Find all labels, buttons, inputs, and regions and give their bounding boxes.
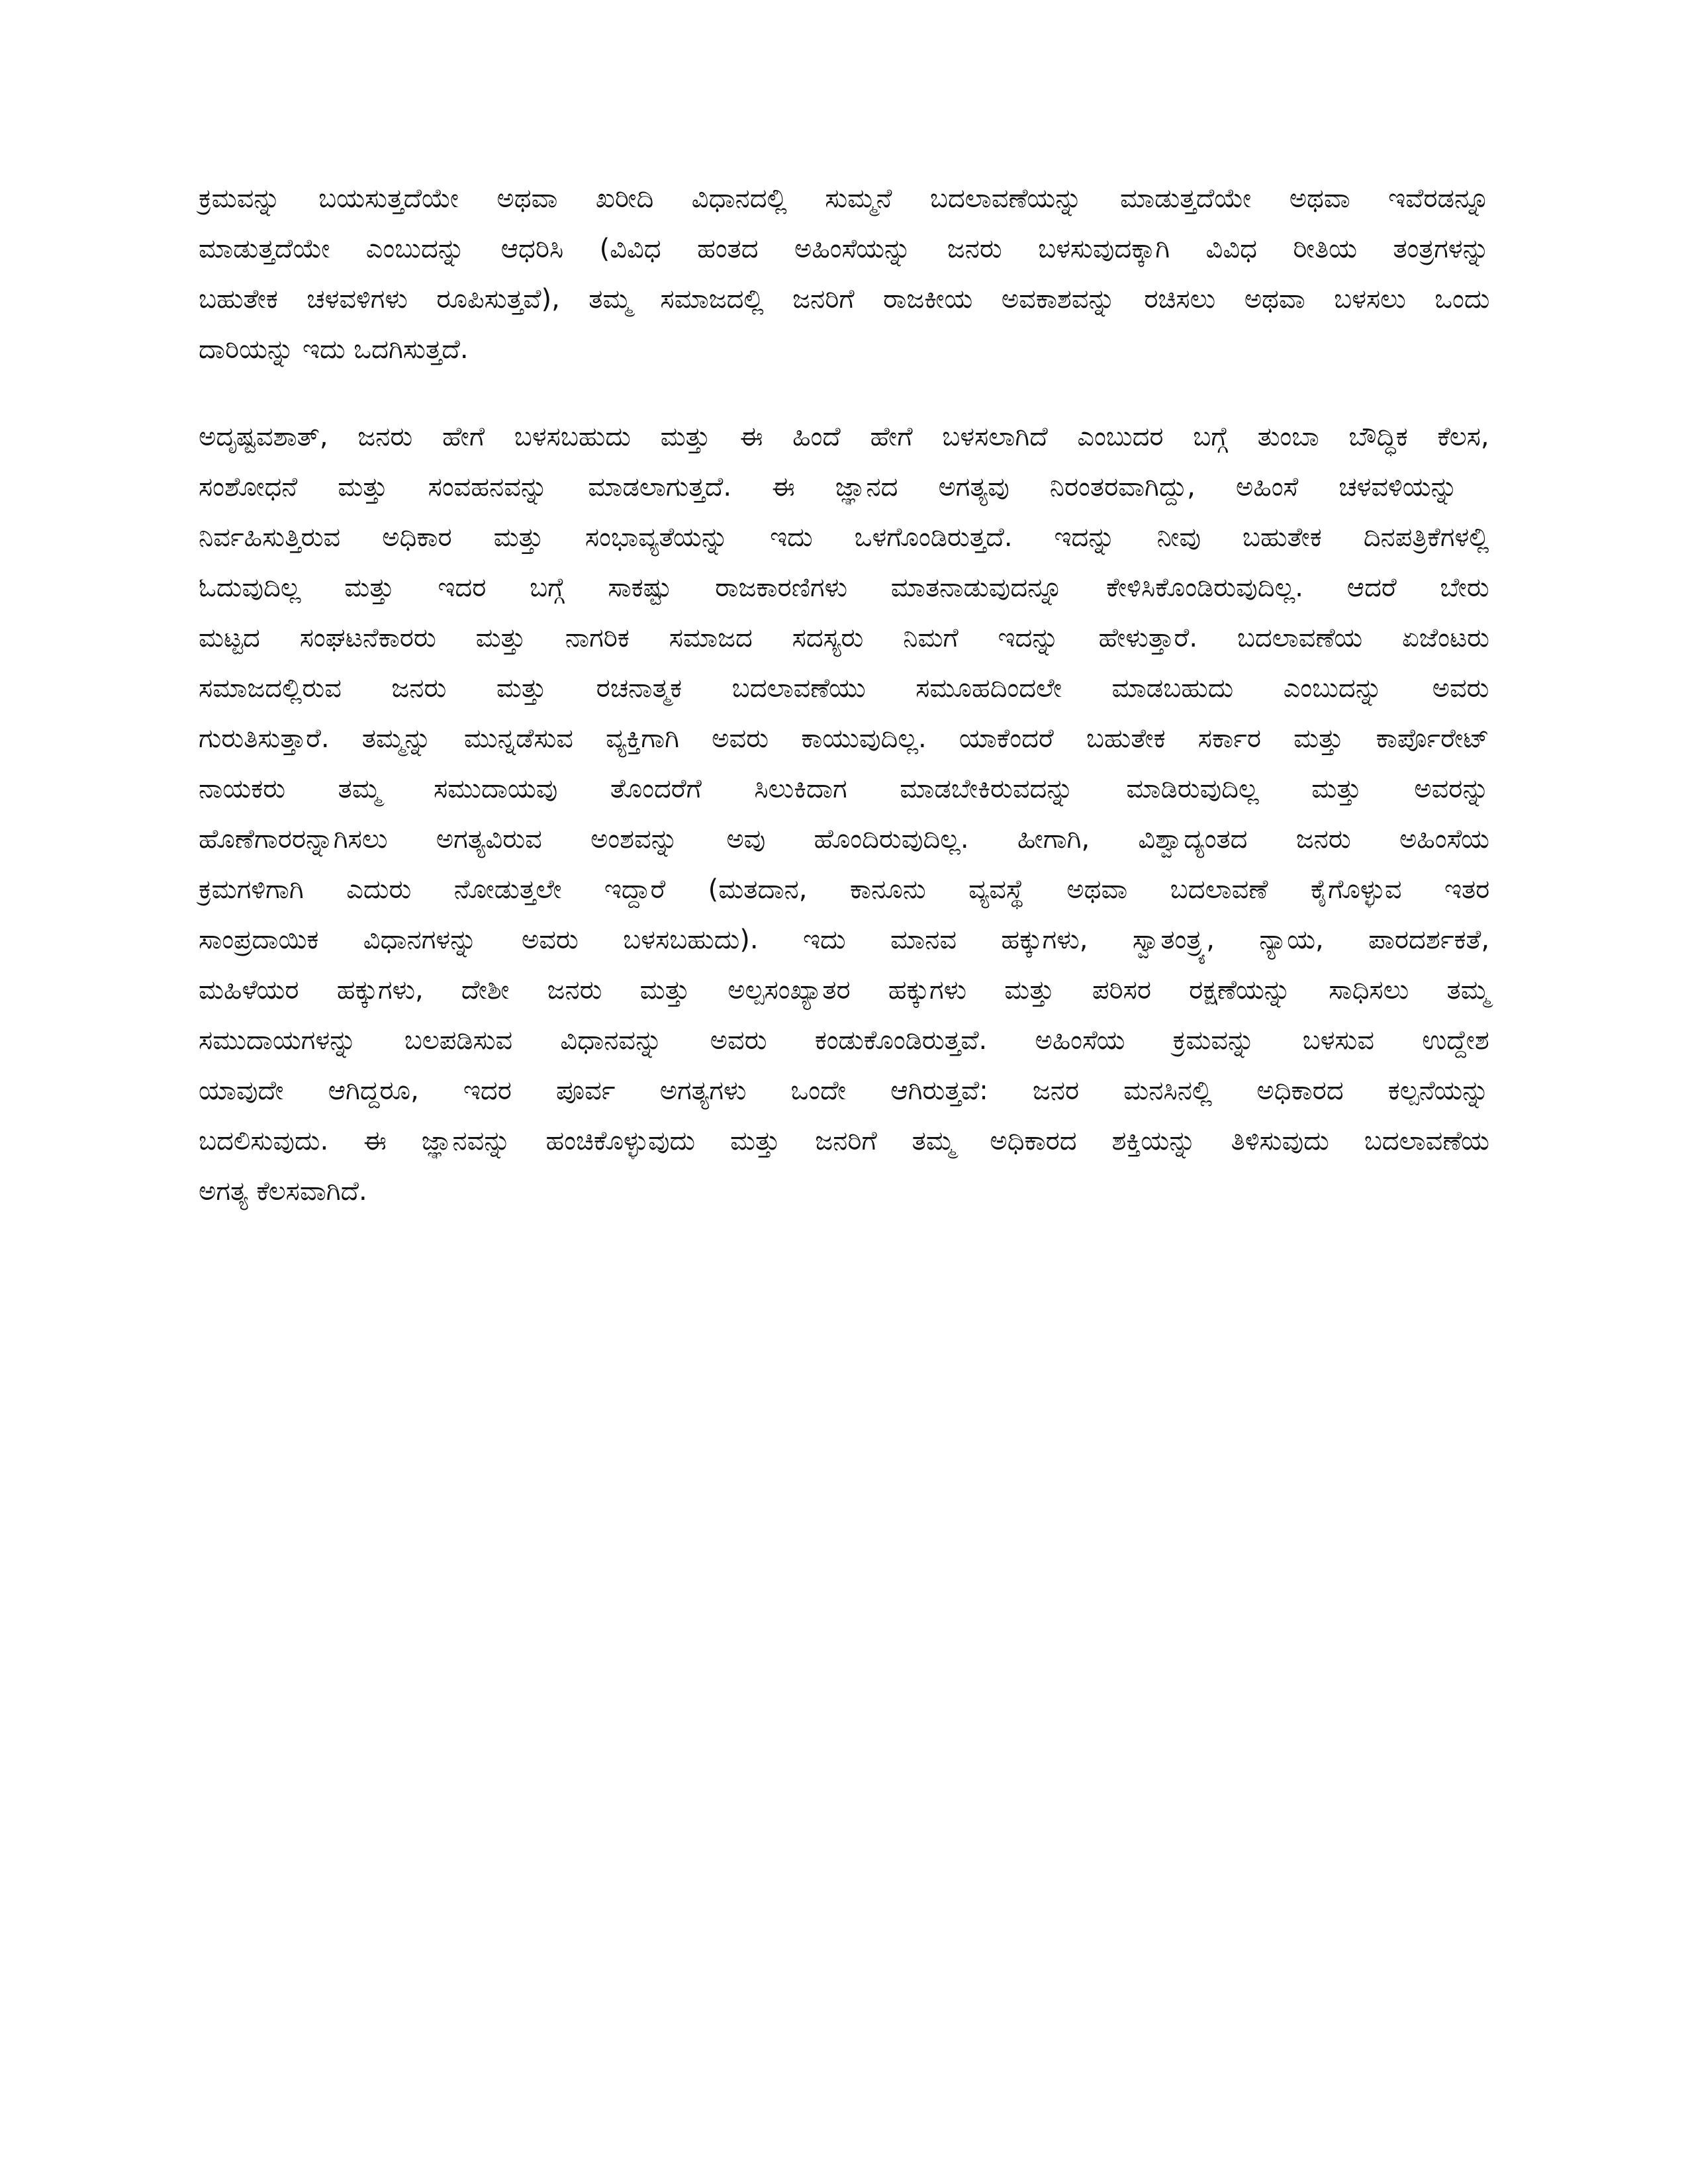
text-line: ಸಮುದಾಯಗಳನ್ನು ಬಲಪಡಿಸುವ ವಿಧಾನವನ್ನು ಅವರು ಕಂಡುಕೊಂಡಿರುತ್ತವೆ. ಅಹಿಂಸೆಯ ಕ್ರಮವನ್ನು ಬಳಸುವ ಉದ್ದೇಶ <box>199 1025 1489 1056</box>
text-line: ಬಹುತೇಕ ಚಳವಳಿಗಳು ರೂಪಿಸುತ್ತವೆ), ತಮ್ಮ ಸಮಾಜದಲ್ಲಿ ಜನರಿಗೆ ರಾಜಕೀಯ ಅವಕಾಶವನ್ನು ರಚಿಸಲು ಅಥವಾ ಬಳಸಲು ಒಂದು <box>199 284 1490 314</box>
text-line: ಮಾಡುತ್ತದೆಯೇ ಎಂಬುದನ್ನು ಆಧರಿಸಿ (ವಿವಿಧ ಹಂತದ ಅಹಿಂಸೆಯನ್ನು ಜನರು ಬಳಸುವುದಕ್ಕಾಗಿ ವಿವಿಧ ರೀತಿಯ ತಂತ್ರಗಳನ್ನು <box>199 234 1489 264</box>
paragraph-2 <box>199 412 1489 1216</box>
text-line: ನಾಯಕರು ತಮ್ಮ ಸಮುದಾಯವು ತೊಂದರೆಗೆ ಸಿಲುಕಿದಾಗ ಮಾಡಬೇಕಿರುವದನ್ನು ಮಾಡಿರುವುದಿಲ್ಲ ಮತ್ತು ಅವರನ್ನು <box>199 774 1489 804</box>
text-line: ಕ್ರಮಗಳಿಗಾಗಿ ಎದುರು ನೋಡುತ್ತಲೇ ಇದ್ದಾರೆ (ಮತದಾನ, ಕಾನೂನು ವ್ಯವಸ್ಥೆ ಅಥವಾ ಬದಲಾವಣೆ ಕೈಗೊಳ್ಳುವ ಇತರ <box>199 874 1490 905</box>
text-line: ನಿರ್ವಹಿಸುತ್ತಿರುವ ಅಧಿಕಾರ ಮತ್ತು ಸಂಭಾವ್ಯತೆಯನ್ನು ಇದು ಒಳಗೊಂಡಿರುತ್ತದೆ. ಇದನ್ನು ನೀವು ಬಹುತೇಕ ದಿನಪತ್ರಿಕೆಗಳಲ್ಲಿ <box>199 522 1489 553</box>
document-body <box>199 173 1489 1216</box>
text-line: ಓದುವುದಿಲ್ಲ ಮತ್ತು ಇದರ ಬಗ್ಗೆ ಸಾಕಷ್ಟು ರಾಜಕಾರಣಿಗಳು ಮಾತನಾಡುವುದನ್ನೂ ಕೇಳಿಸಿಕೊಂಡಿರುವುದಿಲ್ಲ. ಆದರೆ ಬೇರು <box>199 572 1489 603</box>
text-line: ಯಾವುದೇ ಆಗಿದ್ದರೂ, ಇದರ ಪೂರ್ವ ಅಗತ್ಯಗಳು ಒಂದೇ ಆಗಿರುತ್ತವೆ: ಜನರ ಮನಸಿನಲ್ಲಿ ಅಧಿಕಾರದ ಕಲ್ಪನೆಯನ್ನು <box>199 1075 1489 1106</box>
paragraph-1 <box>199 173 1489 375</box>
text-line: ಗುರುತಿಸುತ್ತಾರೆ. ತಮ್ಮನ್ನು ಮುನ್ನಡೆಸುವ ವ್ಯಕ್ತಿಗಾಗಿ ಅವರು ಕಾಯುವುದಿಲ್ಲ. ಯಾಕೆಂದರೆ ಬಹುತೇಕ ಸರ್ಕಾರ ಮತ್ತು ಕಾರ್ಪೊರೇಟ್ <box>199 723 1489 754</box>
text-line: ಅಗತ್ಯ ಕೆಲಸವಾಗಿದೆ. <box>199 1176 367 1206</box>
text-line: ಸಂಶೋಧನೆ ಮತ್ತು ಸಂವಹನವನ್ನು ಮಾಡಲಾಗುತ್ತದೆ. ಈ ಜ್ಞಾನದ ಅಗತ್ಯವು ನಿರಂತರವಾಗಿದ್ದು, ಅಹಿಂಸೆ ಚಳವಳಿಯನ್ನು <box>199 472 1458 502</box>
text-line: ಸಾಂಪ್ರದಾಯಿಕ ವಿಧಾನಗಳನ್ನು ಅವರು ಬಳಸಬಹುದು). ಇದು ಮಾನವ ಹಕ್ಕುಗಳು, ಸ್ವಾತಂತ್ರ್ಯ, ನ್ಯಾಯ, ಪಾರದರ್ಶಕತೆ, <box>199 925 1490 955</box>
text-line: ಮಟ್ಟದ ಸಂಘಟನೆಕಾರರು ಮತ್ತು ನಾಗರಿಕ ಸಮಾಜದ ಸದಸ್ಯರು ನಿಮಗೆ ಇದನ್ನು ಹೇಳುತ್ತಾರೆ. ಬದಲಾವಣೆಯ ಏಜೆಂಟರು <box>199 623 1489 653</box>
text-line: ಬದಲಿಸುವುದು. ಈ ಜ್ಞಾನವನ್ನು ಹಂಚಿಕೊಳ್ಳುವುದು ಮತ್ತು ಜನರಿಗೆ ತಮ್ಮ ಅಧಿಕಾರದ ಶಕ್ತಿಯನ್ನು ತಿಳಿಸುವುದು ಬದಲಾವಣೆಯ <box>199 1126 1490 1156</box>
text-line: ಅದೃಷ್ಟವಶಾತ್, ಜನರು ಹೇಗೆ ಬಳಸಬಹುದು ಮತ್ತು ಈ ಹಿಂದೆ ಹೇಗೆ ಬಳಸಲಾಗಿದೆ ಎಂಬುದರ ಬಗ್ಗೆ ತುಂಬಾ ಬೌದ್ಧಿಕ ಕೆಲಸ, <box>199 422 1489 452</box>
text-line: ಹೊಣೆಗಾರರನ್ನಾಗಿಸಲು ಅಗತ್ಯವಿರುವ ಅಂಶವನ್ನು ಅವು ಹೊಂದಿರುವುದಿಲ್ಲ. ಹೀಗಾಗಿ, ವಿಶ್ವಾದ್ಯಂತದ ಜನರು ಅಹಿಂಸೆಯ <box>199 824 1489 854</box>
text-line: ಕ್ರಮವನ್ನು ಬಯಸುತ್ತದೆಯೇ ಅಥವಾ ಖರೀದಿ ವಿಧಾನದಲ್ಲಿ ಸುಮ್ಮನೆ ಬದಲಾವಣೆಯನ್ನು ಮಾಡುತ್ತದೆಯೇ ಅಥವಾ ಇವೆರಡನ್ನೂ <box>199 183 1490 214</box>
text-line: ಸಮಾಜದಲ್ಲಿರುವ ಜನರು ಮತ್ತು ರಚನಾತ್ಮಕ ಬದಲಾವಣೆಯು ಸಮೂಹದಿಂದಲೇ ಮಾಡಬಹುದು ಎಂಬುದನ್ನು ಅವರು <box>199 673 1489 704</box>
text-line: ಮಹಿಳೆಯರ ಹಕ್ಕುಗಳು, ದೇಶೀ ಜನರು ಮತ್ತು ಅಲ್ಪಸಂಖ್ಯಾತರ ಹಕ್ಕುಗಳು ಮತ್ತು ಪರಿಸರ ರಕ್ಷಣೆಯನ್ನು ಸಾಧಿಸಲು ತಮ್ಮ <box>199 975 1490 1005</box>
text-line: ದಾರಿಯನ್ನು ಇದು ಒದಗಿಸುತ್ತದೆ. <box>199 334 469 365</box>
